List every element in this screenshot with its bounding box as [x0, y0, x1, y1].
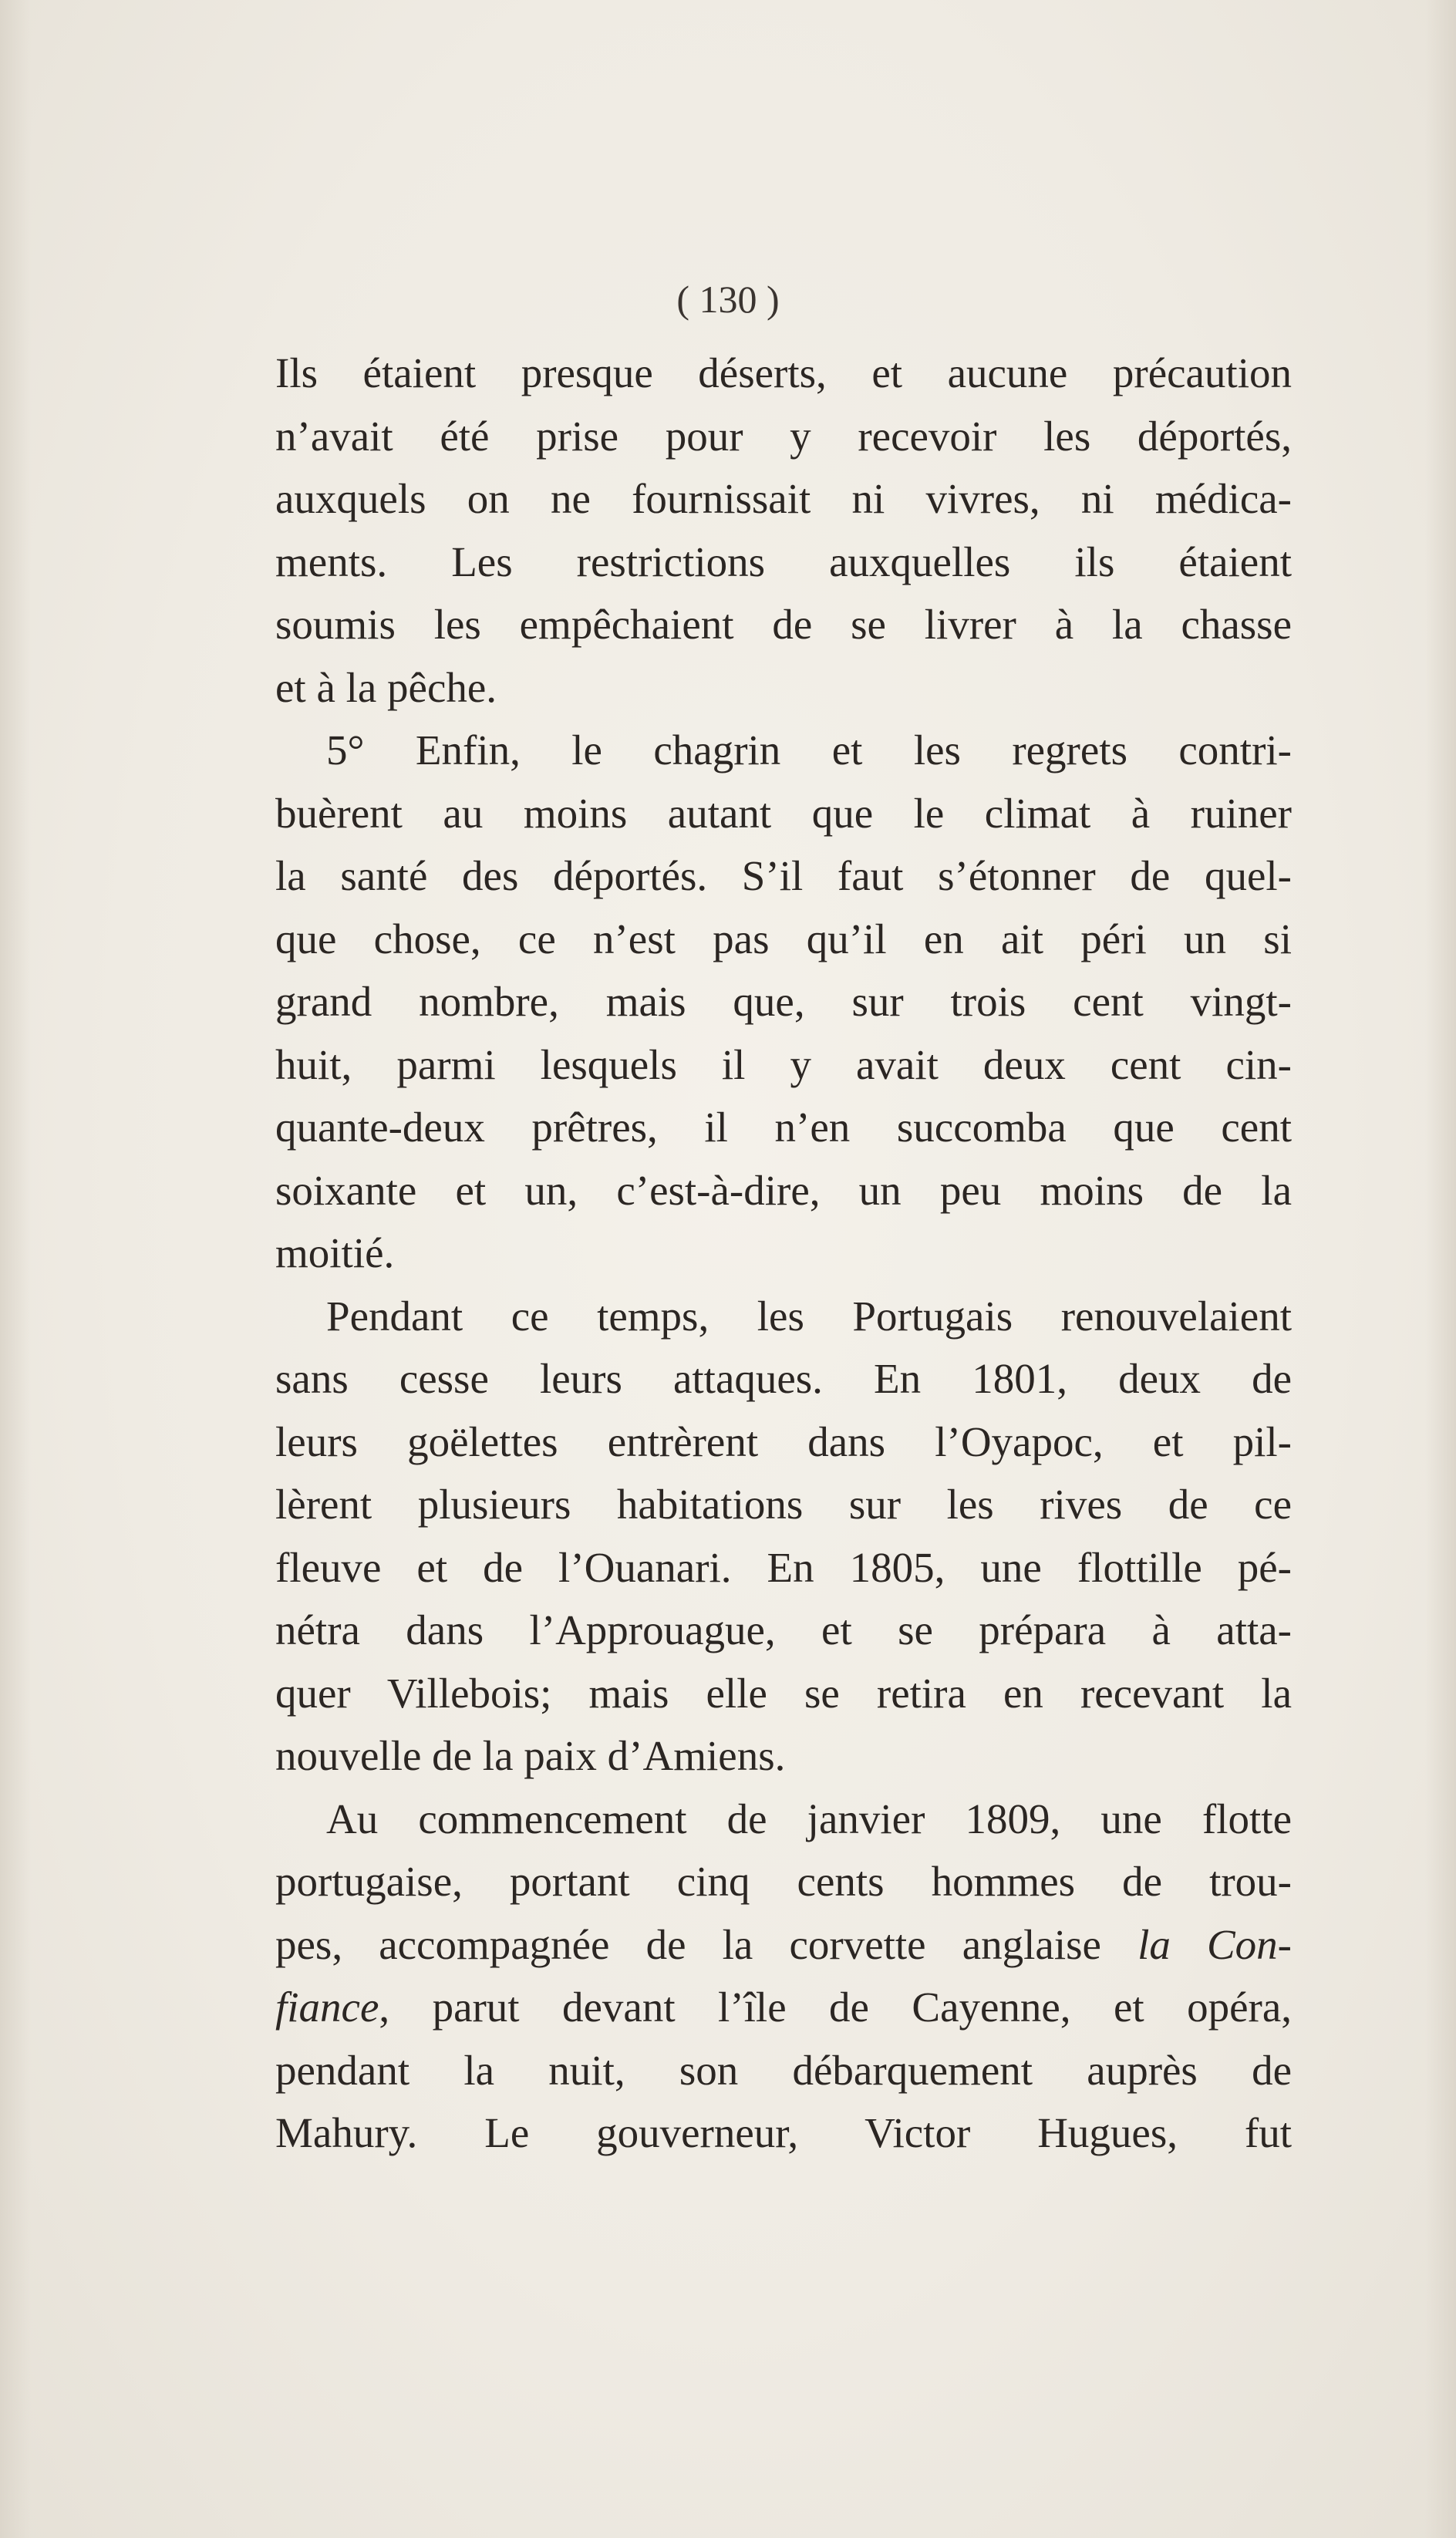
italic-ship-name: la Con-: [1138, 1920, 1292, 1968]
text-line: leurs goëlettes entrèrent dans l’Oyapoc, et pil-: [275, 1417, 1292, 1465]
page-edge-shadow: [1425, 0, 1456, 2538]
text-segment: , parut devant l’île de Cayenne, et opéra,: [379, 1984, 1292, 2031]
text-line: Pendant ce temps, les Portugais renouvelaient: [326, 1292, 1292, 1340]
text-line: ments. Les restrictions auxquelles ils étaient: [275, 538, 1292, 585]
text-line: soumis les empêchaient de se livrer à la chasse: [275, 601, 1292, 648]
text-line: pendant la nuit, son débarquement auprès de: [275, 2046, 1292, 2094]
text-line: [275, 1913, 1292, 1977]
text-line: n’avait été prise pour y recevoir les déportés,: [275, 412, 1292, 460]
page-edge-shadow: [0, 0, 31, 2538]
text-line: auxquels on ne fournissait ni vivres, ni médica-: [275, 475, 1292, 522]
text-line: moitié.: [275, 1229, 395, 1276]
text-line: portugaise, portant cinq cents hommes de trou-: [275, 1858, 1292, 1905]
text-line: soixante et un, c’est-à-dire, un peu moins de la: [275, 1166, 1292, 1214]
text-line: lèrent plusieurs habitations sur les rives de ce: [275, 1481, 1292, 1528]
text-line: Ils étaient presque déserts, et aucune précaution: [275, 349, 1292, 396]
text-line: Au commencement de janvier 1809, une flotte: [326, 1795, 1292, 1842]
text-line: sans cesse leurs attaques. En 1801, deux de: [275, 1355, 1292, 1402]
body-text: [275, 342, 1292, 2165]
text-line: [275, 1976, 1292, 2039]
text-line: nétra dans l’Approuague, et se prépara à atta-: [275, 1606, 1292, 1653]
text-line: la santé des déportés. S’il faut s’étonner de quel-: [275, 852, 1292, 899]
text-line: nouvelle de la paix d’Amiens.: [275, 1732, 786, 1779]
text-line: buèrent au moins autant que le climat à ruiner: [275, 789, 1292, 837]
text-line: et à la pêche.: [275, 663, 497, 711]
text-line: Mahury. Le gouverneur, Victor Hugues, fut: [275, 2109, 1292, 2156]
text-line: quer Villebois; mais elle se retira en recevant la: [275, 1669, 1292, 1717]
text-line: quante-deux prêtres, il n’en succomba que cent: [275, 1104, 1292, 1151]
text-line: 5° Enfin, le chagrin et les regrets contri-: [326, 726, 1292, 774]
text-line: fleuve et de l’Ouanari. En 1805, une flottille pé-: [275, 1543, 1292, 1591]
text-segment: pes, accompagnée de la corvette anglaise: [275, 1920, 1138, 1968]
page-number: ( 130 ): [676, 278, 780, 321]
text-line: que chose, ce n’est pas qu’il en ait péri un si: [275, 915, 1292, 962]
italic-ship-name: fiance: [275, 1984, 379, 2031]
text-line: huit, parmi lesquels il y avait deux cent cin-: [275, 1040, 1292, 1088]
text-line: grand nombre, mais que, sur trois cent vingt-: [275, 978, 1292, 1025]
